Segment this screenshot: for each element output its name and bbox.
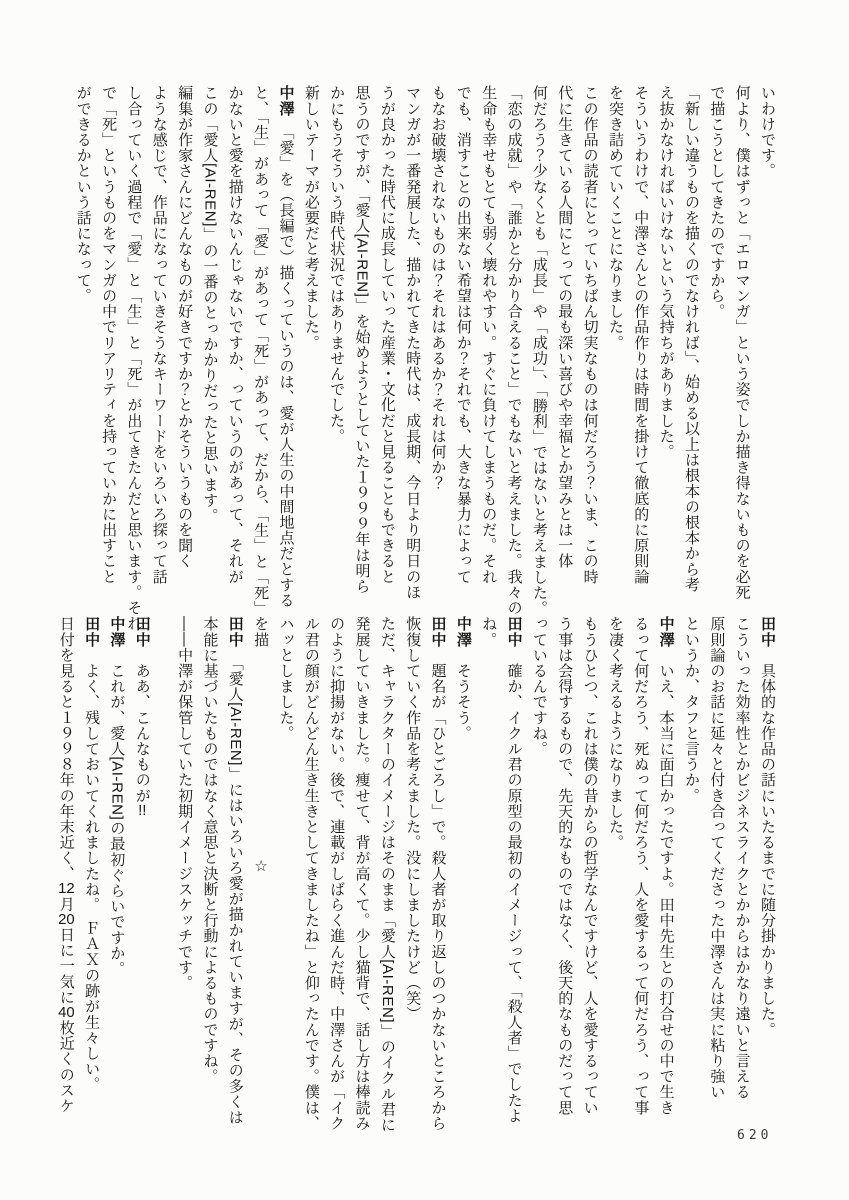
text-line: こういった効率性とかビジネスライクとかからはかなり遠いと言える — [733, 616, 751, 1100]
page-number: 620 — [737, 1128, 773, 1143]
text-line: を突き詰めていくことになりました。 — [606, 85, 624, 351]
text-line: のように抑揚がない。後で、連載がしばらく進んだ時、中澤さんが「イク — [328, 616, 346, 1131]
text-line: マンガが一番発展した、描かれてきた時代は、成長期、今日より明日のほ — [404, 85, 422, 600]
speaker-label: 田中 — [133, 616, 151, 648]
text-line: かにもうそういう時代状況ではありませんでした。 — [328, 85, 346, 444]
text-line: 本能に基づいたものではなく意思と決断と行動によるものですね。 — [201, 616, 219, 1084]
text-line: と、「生」があって「愛」があって「死」があって、だから、「生」と「死」を描 — [252, 85, 270, 648]
text-line: かないと愛を描けないんじゃないですか、っていうのがあって、それが — [226, 85, 244, 585]
dialogue-line: 中澤 そうそう。 — [454, 616, 472, 741]
text-line: ハッとしました。 — [277, 616, 295, 741]
text-line: ね。 — [480, 616, 498, 648]
text-line: 編集が作家さんにどんなものが好きですか？とかそういうものを聞く — [176, 85, 194, 569]
speaker-label: 田中 — [83, 616, 101, 648]
text-line: 何より、僕はずっと「エロマンガ」という姿でしか描き得ないものを必死 — [733, 85, 751, 600]
text-line: 発展していきました。痩せて、背が高くて。少し猫背で、話し方は棒読み — [353, 616, 371, 1131]
text-line: ができるかという話になって。 — [74, 85, 92, 304]
dialogue-line: 田中 具体的な作品の話にいたるまでに随分掛かりました。 — [759, 616, 776, 1038]
text-line: ル君の顔がどんどん生き生きとしてきましたね」と仰ったんです。僕は、 — [302, 616, 320, 1131]
text-line: 「新しい違うものを描くのでなければ」、始める以上は根本の根本から考 — [682, 85, 700, 593]
dialogue-line: 田中 確か、イクル君の原型の最初のイメージって、「殺人者」でしたよ — [505, 616, 523, 1124]
dialogue-line: 中澤 「愛」を（長編で）描くっていうのは、愛が人生の中間地点だとする — [277, 85, 295, 608]
text-line: 新しいテーマが必要だと考えました。 — [302, 85, 320, 351]
dialogue-line: 田中 「愛人[AI-REN]」にはいろいろ愛が描かれていますが、その多くは — [226, 616, 244, 1125]
dialogue-line: 中澤 いえ、本当に面白かったですよ。田中先生との打合せの中で生き — [657, 616, 675, 1116]
text-line: 日付を見ると１９９８年の年末近く、12月20日に一気に40枚近くのスケ — [57, 616, 75, 1114]
text-line: で描こうとしてきたのですから。 — [708, 85, 726, 319]
text-line: 生命も幸せもとても弱く壊れやすい。すぐに負けてしまうものだ。それ — [480, 85, 498, 585]
speaker-label: 田中 — [759, 616, 776, 648]
section-break-star: ☆ — [252, 856, 270, 876]
text-line: そういうわけで、中澤さんとの作品作りは時間を掛けて徹底的に原則論 — [632, 85, 650, 585]
text-line: で「死」というものをマンガの中でリアリティを持っていかに出すこと — [100, 85, 118, 585]
text-line: この作品の読者にとっていちばん切実なものは何だろう？いま、この時 — [581, 85, 599, 585]
text-line: を凄く考えるようになりました。 — [606, 616, 624, 850]
text-line: ような感じで、作品になっていきそうなキーワードをいろいろ探って話 — [150, 85, 168, 585]
speaker-label: 中澤 — [657, 616, 675, 648]
dialogue-line: 田中 よく、残しておいてくれましたね。 ＦＡＸの跡が生々しい。 — [83, 616, 101, 1093]
text-line: 代に生きている人間にとっての最も深い喜びや幸福とか望みとは一体 — [556, 85, 574, 569]
dialogue-line: 田中 ああ、こんなものが!! — [133, 616, 151, 819]
dialogue-line: 田中 題名が「ひとごろし」で。殺人者が取り返しのつかないところから — [429, 616, 447, 1131]
text-line: でも、消すことの出来ない希望は何か？それでも、大きな暴力によって — [454, 85, 472, 585]
editorial-note-line: ――中澤が保管していた初期イメージスケッチです。 — [176, 616, 194, 991]
speaker-label: 中澤 — [277, 85, 295, 117]
speaker-label: 中澤 — [108, 616, 126, 648]
text-line: っているんですね。 — [530, 616, 548, 757]
text-line: この「愛人[AI-REN]」の一番のとっかかりだったと思います。 — [201, 85, 219, 524]
text-line: 何だろう？少なくとも「成長」や「成功」、「勝利」ではないと考えました。 — [530, 85, 548, 616]
bottom-text-block — [53, 616, 780, 1133]
text-line: 原則論のお話に延々と付き合ってくださった中澤さんは実に粘り強い — [708, 616, 726, 1100]
text-line: うが良かった時代に成長していった産業・文化だと見ることもできると — [378, 85, 396, 585]
text-line: いわけです。 — [759, 85, 776, 179]
text-line: もうひとつ、これは僕の昔からの哲学なんですけど、人を愛するってい — [581, 616, 599, 1116]
speaker-label: 田中 — [429, 616, 447, 648]
speaker-label: 田中 — [226, 616, 244, 648]
text-line: し合っていく過程で「愛」と「生」と「死」が出てきたんだと思います。それ — [125, 85, 143, 631]
text-line: 「恋の成就」や「誰かと分かり合えること」でもないと考えました。我々の — [505, 85, 523, 616]
text-line: るって何だろう、死ぬって何だろう、人を愛するって何だろう、って事 — [632, 616, 650, 1116]
text-line: え抜かなければいけないという気持ちがありました。 — [657, 85, 675, 460]
text-line: もなお破壊されないものは？それはあるか？それは何か？ — [429, 85, 447, 491]
speaker-label: 中澤 — [454, 616, 472, 648]
text-line: 恢復していく作品を考えました。没にしましたけど（笑） — [404, 616, 422, 1022]
text-line: 思うのですが、「愛人[AI-REN]」を始めようとしていた１９９９年は明ら — [353, 85, 371, 594]
dialogue-line: 中澤 これが、愛人[AI-REN]の最初ぐらいですか。 — [108, 616, 126, 977]
text-line: う事は会得するもので、先天的なものではなく、後天的なものだって思 — [556, 616, 574, 1116]
text-line: というか、タフと言うか。 — [682, 616, 700, 804]
text-line: ただ、キャラクターのイメージはそのまま「愛人[AI-REN]」のイクル君に — [378, 616, 396, 1133]
speaker-label: 田中 — [505, 616, 523, 648]
